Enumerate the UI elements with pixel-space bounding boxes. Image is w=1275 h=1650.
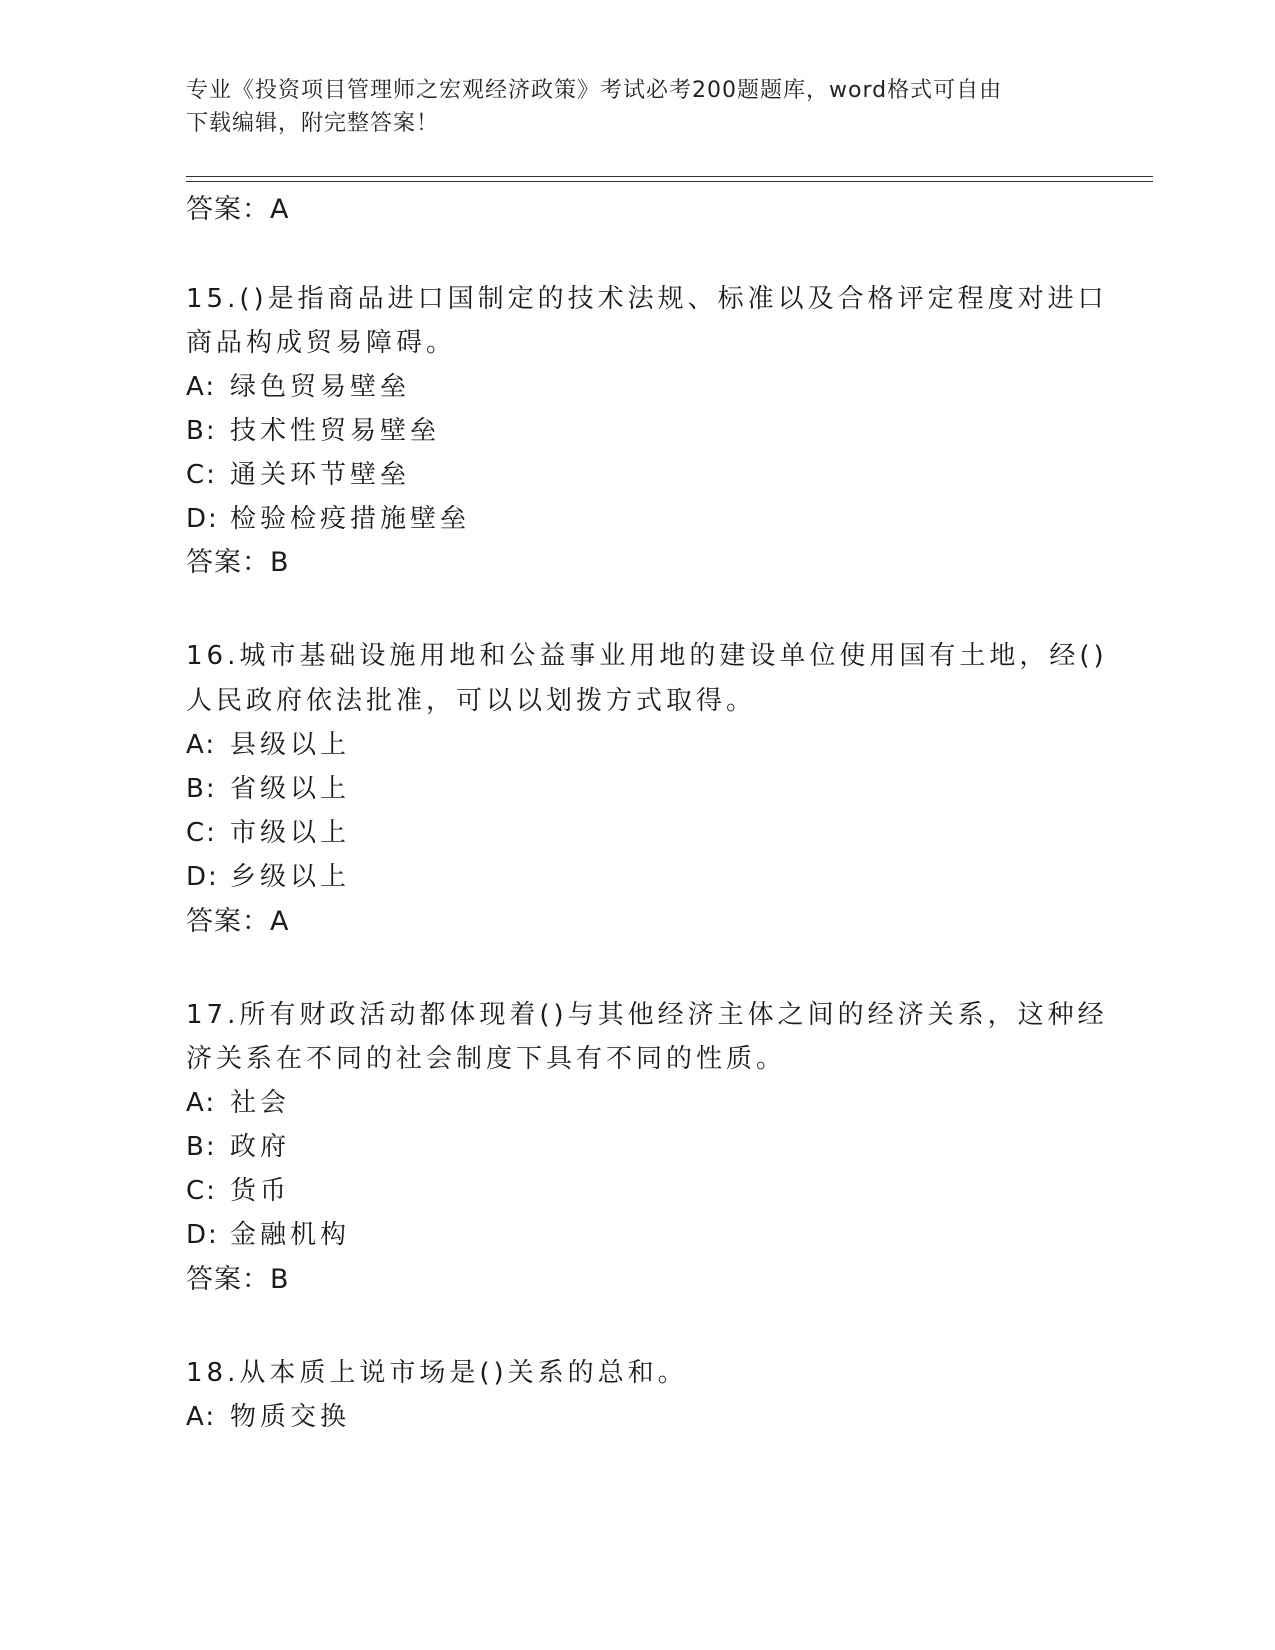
question-17-answer: 答案：B (186, 1264, 290, 1295)
question-18-text-line-1: 18.从本质上说市场是()关系的总和。 (186, 1358, 688, 1388)
option-text: 乡级以上 (230, 862, 351, 892)
option-key: C: (186, 818, 217, 848)
question-17-text-line-2: 济关系在不同的社会制度下具有不同的性质。 (186, 1044, 787, 1074)
option-key: A: (186, 372, 217, 402)
answer-previous: 答案：A (186, 194, 290, 225)
question-17-option-c (186, 1170, 290, 1207)
option-key: A: (186, 1402, 217, 1432)
question-16-answer: 答案：A (186, 906, 290, 937)
header-line-2: 下载编辑，附完整答案！ (186, 111, 440, 136)
option-text: 社会 (230, 1088, 291, 1118)
option-text: 检验检疫措施壁垒 (230, 504, 471, 534)
question-18-option-a (186, 1396, 350, 1433)
document-header (186, 74, 1066, 140)
option-key: B: (186, 774, 217, 804)
option-key: C: (186, 460, 217, 490)
option-text: 省级以上 (230, 774, 351, 804)
option-key: A: (186, 1088, 217, 1118)
question-15-option-b (186, 410, 440, 447)
header-divider-bottom (186, 181, 1153, 182)
question-16-option-d (186, 856, 350, 893)
question-16-text-line-2: 人民政府依法批准，可以以划拨方式取得。 (186, 686, 757, 716)
option-text: 技术性贸易壁垒 (230, 416, 441, 446)
option-text: 政府 (230, 1132, 291, 1162)
question-16-text-line-1: 16.城市基础设施用地和公益事业用地的建设单位使用国有土地，经() (186, 641, 1108, 671)
question-15-option-d (186, 498, 470, 535)
question-17-option-b (186, 1126, 290, 1163)
question-16-option-c (186, 812, 350, 849)
option-key: B: (186, 1132, 217, 1162)
option-key: D: (186, 504, 219, 534)
option-text: 金融机构 (230, 1220, 351, 1250)
question-15-text-line-2: 商品构成贸易障碍。 (186, 328, 457, 358)
question-15-option-c (186, 454, 410, 491)
option-key: B: (186, 416, 217, 446)
option-key: C: (186, 1176, 217, 1206)
question-16-option-a (186, 724, 350, 761)
option-text: 县级以上 (230, 730, 351, 760)
question-15-option-a (186, 366, 410, 403)
option-text: 绿色贸易壁垒 (230, 372, 411, 402)
question-17-option-a (186, 1082, 290, 1119)
header-divider-top (186, 176, 1153, 177)
option-key: D: (186, 862, 219, 892)
option-text: 物质交换 (230, 1402, 351, 1432)
question-15-text-line-1: 15.()是指商品进口国制定的技术法规、标准以及合格评定程度对进口 (186, 284, 1108, 314)
question-17-option-d (186, 1214, 350, 1251)
option-key: D: (186, 1220, 219, 1250)
question-16-option-b (186, 768, 350, 805)
option-text: 市级以上 (230, 818, 351, 848)
option-text: 货币 (230, 1176, 291, 1206)
option-key: A: (186, 730, 217, 760)
question-15-answer: 答案：B (186, 547, 290, 578)
option-text: 通关环节壁垒 (230, 460, 411, 490)
header-line-1: 专业《投资项目管理师之宏观经济政策》考试必考200题题库，word格式可自由 (186, 78, 1003, 103)
question-17-text-line-1: 17.所有财政活动都体现着()与其他经济主体之间的经济关系，这种经 (186, 1000, 1108, 1030)
